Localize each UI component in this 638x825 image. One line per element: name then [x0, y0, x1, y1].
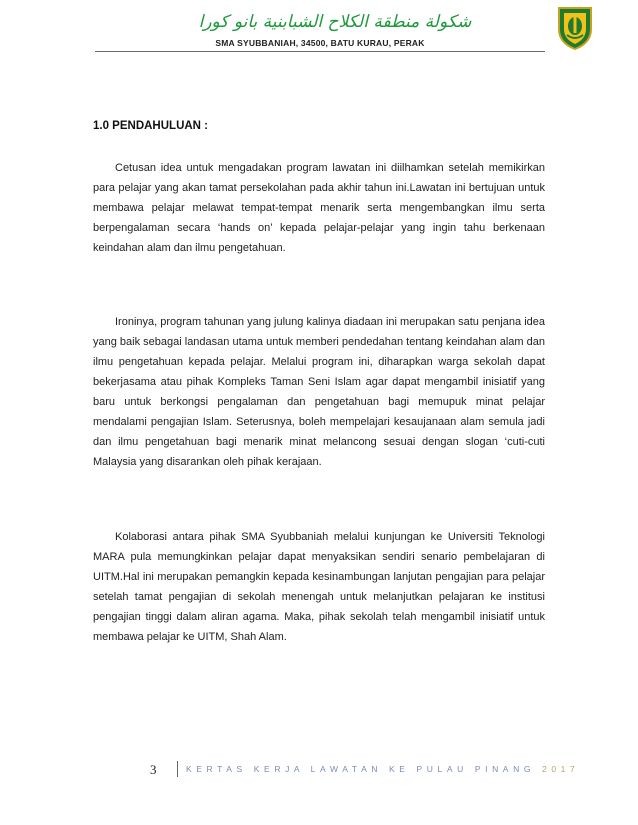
header-divider — [95, 51, 545, 52]
paragraph-2: Ironinya, program tahunan yang julung kalinya diadaan ini merupakan satu penjana idea yang baik sebagai landasan utama untuk memberi pendedahan tentang keindahan alam dan ilmu pengetahuan kepada pelajar. Melalui program ini, diharapkan warga sekolah dapat bekerjasama atau pihak Kompleks Taman Seni Islam agar dapat mengambil inisiatif yang baru untuk berkongsi pengalaman dan pengetahuan bagi memupuk minat pelajar mendalami pengajian Islam. Seterusnya, boleh mempelajari kesaujanaan alam semula jadi dan ilmu pengetahuan bagi menarik minat melancong sesuai dengan slogan ‘cuti-cuti Malaysia yang disarankan oleh pihak kerajaan. — [93, 316, 545, 468]
footer-document-title — [186, 764, 579, 774]
school-crest-icon — [555, 5, 595, 51]
footer-year: 2017 — [542, 764, 580, 774]
arabic-school-name-text: شكولة منطقة الكلاح الشبابنية بانو كورا — [198, 12, 472, 32]
school-address-header: SMA SYUBBANIAH, 34500, BATU KURAU, PERAK — [215, 38, 425, 48]
section-heading: 1.0 PENDAHULUAN : — [93, 120, 209, 132]
footer-divider — [177, 761, 178, 777]
page-number: 3 — [150, 762, 157, 777]
paragraph-3: Kolaborasi antara pihak SMA Syubbaniah melalui kunjungan ke Universiti Teknologi MARA pula memungkinkan pelajar dapat menyaksikan sendiri senario pembelajaran di UITM.Hal ini merupakan pemangkin kepada kesinambungan lanjutan pengajian para pelajar setelah tamat pengajian di sekolah menengah untuk melanjutkan pelajaran ke institusi pengajian tinggi dalam aliran agama. Maka, pihak sekolah telah mengambil inisiatif untuk membawa pelajar ke UITM, Shah Alam. — [93, 531, 545, 643]
paragraph-1: Cetusan idea untuk mengadakan program lawatan ini diilhamkan setelah memikirkan para pelajar yang akan tamat persekolahan pada akhir tahun ini.Lawatan ini bertujuan untuk membawa pelajar melawat tempat-tempat menarik serta mengembangkan ilmu serta berpengalaman secara ‘hands on’ kepada pelajar-pelajar yang ingin tahu berkenaan keindahan alam dan ilmu pengetahuan. — [93, 162, 545, 254]
arabic-school-name-banner — [142, 8, 528, 34]
footer-title-text: KERTAS KERJA LAWATAN KE PULAU PINANG — [186, 764, 536, 774]
